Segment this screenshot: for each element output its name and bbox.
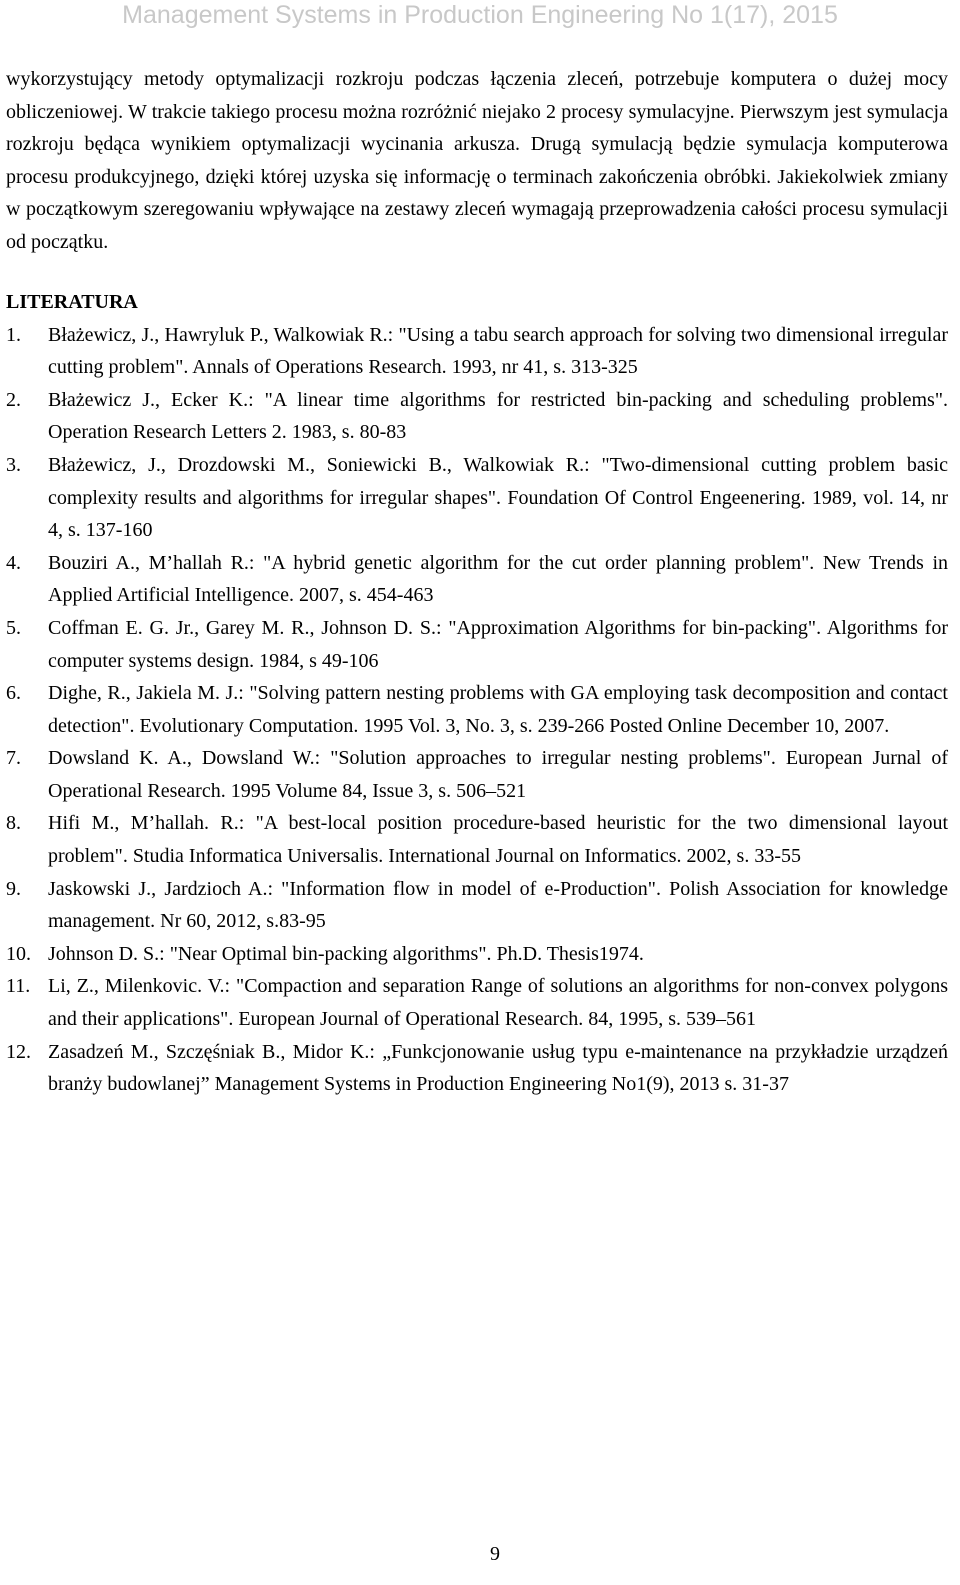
- reference-text: Błażewicz, J., Drozdowski M., Soniewicki B., Walkowiak R.: "Two-dimensional cutting problem basic complexity results and algorithms for irregular shapes". Foundation Of Control Engeenering. 1989, vol. 14, nr 4, s. 137-160: [48, 453, 948, 542]
- reference-item: [6, 449, 948, 547]
- reference-item: [6, 807, 948, 872]
- reference-text: Bouziri A., M’hallah R.: "A hybrid genetic algorithm for the cut order planning problem". New Trends in Applied Artificial Intelligence. 2007, s. 454-463: [48, 551, 948, 607]
- reference-text: Dowsland K. A., Dowsland W.: "Solution approaches to irregular nesting problems". European Jurnal of Operational Research. 1995 Volume 84, Issue 3, s. 506–521: [48, 747, 948, 802]
- reference-number: 5.: [6, 616, 21, 639]
- reference-item: [6, 547, 948, 612]
- body-paragraph: wykorzystujący metody optymalizacji rozkroju podczas łączenia zleceń, potrzebuje komputera o dużej mocy obliczeniowej. W trakcie takiego procesu można rozróżnić niejako 2 procesy symulacyjne. Pierwszym jest symulacja rozkroju będąca wynikiem optymalizacji wycinania arkusza. Drugą symulacją będzie symulacja komputerowa procesu produkcyjnego, dzięki której uzyska się informację o terminach zakończenia obróbki. Jakiekolwiek zmiany w początkowym szeregowaniu wpływające na zestawy zleceń wymagają przeprowadzenia całości procesu symulacji od początku.: [6, 68, 948, 253]
- reference-item: [6, 938, 948, 971]
- reference-number: 1.: [6, 323, 21, 346]
- reference-text: Dighe, R., Jakiela M. J.: "Solving pattern nesting problems with GA employing task decomposition and contact detection". Evolutionary Computation. 1995 Vol. 3, No. 3, s. 239-266 Posted Online December 10, 2007.: [48, 682, 948, 737]
- reference-item: [6, 970, 948, 1035]
- reference-number: 3.: [6, 453, 21, 476]
- reference-item: [6, 384, 948, 449]
- reference-number: 10.: [6, 942, 31, 965]
- reference-number: 6.: [6, 682, 21, 705]
- reference-text: Li, Z., Milenkovic. V.: "Compaction and separation Range of solutions an algorithms for non-convex polygons and their applications". European Journal of Operational Research. 84, 1995, s. 539–561: [48, 975, 948, 1031]
- reference-number: 9.: [6, 877, 21, 900]
- page-content: [6, 63, 948, 1101]
- reference-number: 11.: [6, 975, 31, 998]
- reference-text: Coffman E. G. Jr., Garey M. R., Johnson D. S.: "Approximation Algorithms for bin-packing". Algorithms for computer systems design. 1984, s 49-106: [48, 616, 948, 672]
- reference-text: Błażewicz, J., Hawryluk P., Walkowiak R.: "Using a tabu search approach for solving two dimensional irregular cutting problem". Annals of Operations Research. 1993, nr 41, s. 313-325: [48, 323, 948, 379]
- running-header: Management Systems in Production Engineering No 1(17), 2015: [122, 1, 838, 29]
- reference-item: [6, 677, 948, 742]
- reference-item: [6, 612, 948, 677]
- reference-number: 8.: [6, 812, 21, 835]
- page-number: 9: [490, 1543, 500, 1565]
- reference-text: Johnson D. S.: "Near Optimal bin-packing algorithms". Ph.D. Thesis1974.: [48, 942, 644, 965]
- references-heading: LITERATURA: [6, 290, 138, 313]
- reference-text: Błażewicz J., Ecker K.: "A linear time algorithms for restricted bin-packing and scheduling problems". Operation Research Letters 2. 1983, s. 80-83: [48, 388, 948, 444]
- reference-text: Zasadzeń M., Szczęśniak B., Midor K.: „Funkcjonowanie usług typu e-maintenance na przykładzie urządzeń branży budowlanej” Management Systems in Production Engineering No1(9), 2013 s. 31-37: [48, 1040, 948, 1096]
- reference-number: 4.: [6, 551, 21, 574]
- reference-item: [6, 742, 948, 807]
- reference-item: [6, 873, 948, 938]
- reference-number: 12.: [6, 1040, 31, 1063]
- reference-number: 7.: [6, 747, 21, 770]
- reference-item: [6, 1036, 948, 1101]
- reference-text: Jaskowski J., Jardzioch A.: "Information flow in model of e-Production". Polish Association for knowledge management. Nr 60, 2012, s.83-95: [48, 877, 948, 933]
- reference-number: 2.: [6, 388, 21, 411]
- reference-text: Hifi M., M’hallah. R.: "A best-local position procedure-based heuristic for the two dimensional layout problem". Studia Informatica Universalis. International Journal on Informatics. 2002, s. 33-55: [48, 812, 948, 868]
- reference-item: [6, 319, 948, 384]
- reference-list: [6, 319, 948, 1101]
